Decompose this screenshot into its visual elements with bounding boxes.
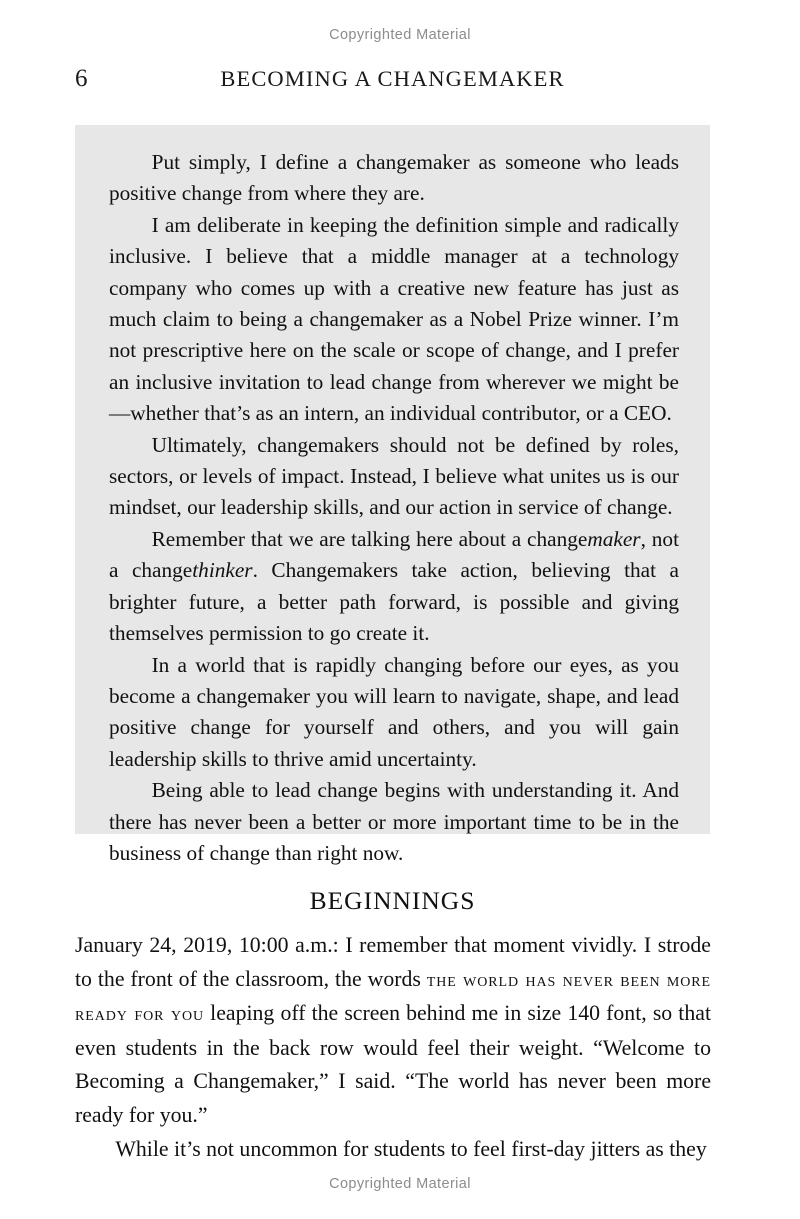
section-heading: BEGINNINGS <box>309 886 476 915</box>
copyright-watermark-bottom: Copyrighted Material <box>329 1176 471 1192</box>
callout-paragraph-3: Ultimately, changemakers should not be defined by roles, sectors, or levels of impact. Instead, I believe what unites us is our mindset, our leadership skills, and our action in service of change. <box>109 432 679 520</box>
callout-paragraph-4-lead: Remember that we are talking here about a change <box>151 526 588 551</box>
shaded-callout-box <box>75 125 710 865</box>
small-caps-phrase: the world has never been more ready for you <box>75 968 711 1026</box>
body-text <box>75 929 711 1166</box>
body-paragraph-1-tail: leaping off the screen behind me in size 140 font, so that even students in the back row would feel their weight. “Welcome to Becoming a Changemaker,” I said. “The world has never been more ready for you.” <box>75 1001 711 1127</box>
copyright-watermark-top: Copyrighted Material <box>329 27 471 43</box>
callout-paragraph-4-tail: . Changemakers take action, believing that a brighter future, a better path forward, is possible and giving themselves permission to go create it. <box>109 558 679 646</box>
body-paragraph-1 <box>75 929 711 1133</box>
emphasis-thinker: thinker <box>192 558 253 583</box>
emphasis-maker: maker <box>587 526 641 551</box>
running-head <box>75 63 710 95</box>
running-title: BECOMING A CHANGEMAKER <box>220 66 565 91</box>
callout-paragraph-4-middle: , not a change <box>109 526 679 583</box>
callout-paragraph-2: I am deliberate in keeping the definition simple and radically inclusive. I believe that a middle manager at a technology company who comes up with a creative new feature has just as much claim to being a changemaker as a Nobel Prize winner. I’m not prescriptive here on the scale or scope of change, and I prefer an inclusive invitation to lead change from wherever we might be—whether that’s as an intern, an individual contributor, or a CEO. <box>109 212 679 426</box>
callout-paragraph-1: Put simply, I define a changemaker as someone who leads positive change from where they are. <box>109 150 679 206</box>
callout-paragraph-6: Being able to lead change begins with understanding it. And there has never been a better or more important time to be in the business of change than right now. <box>109 778 679 865</box>
callout-paragraph-5: In a world that is rapidly changing before our eyes, as you become a changemaker you will learn to navigate, shape, and lead positive change for yourself and others, and you will gain leadership skills to thrive amid uncertainty. <box>109 652 679 771</box>
body-paragraph-2: While it’s not uncommon for students to feel first-day jitters as they <box>115 1136 707 1161</box>
callout-paragraph-4 <box>109 524 679 650</box>
page-number: 6 <box>75 65 88 92</box>
body-paragraph-1-lead: January 24, 2019, 10:00 a.m.: I remember that moment vividly. I strode to the front of the classroom, the words <box>75 933 711 991</box>
